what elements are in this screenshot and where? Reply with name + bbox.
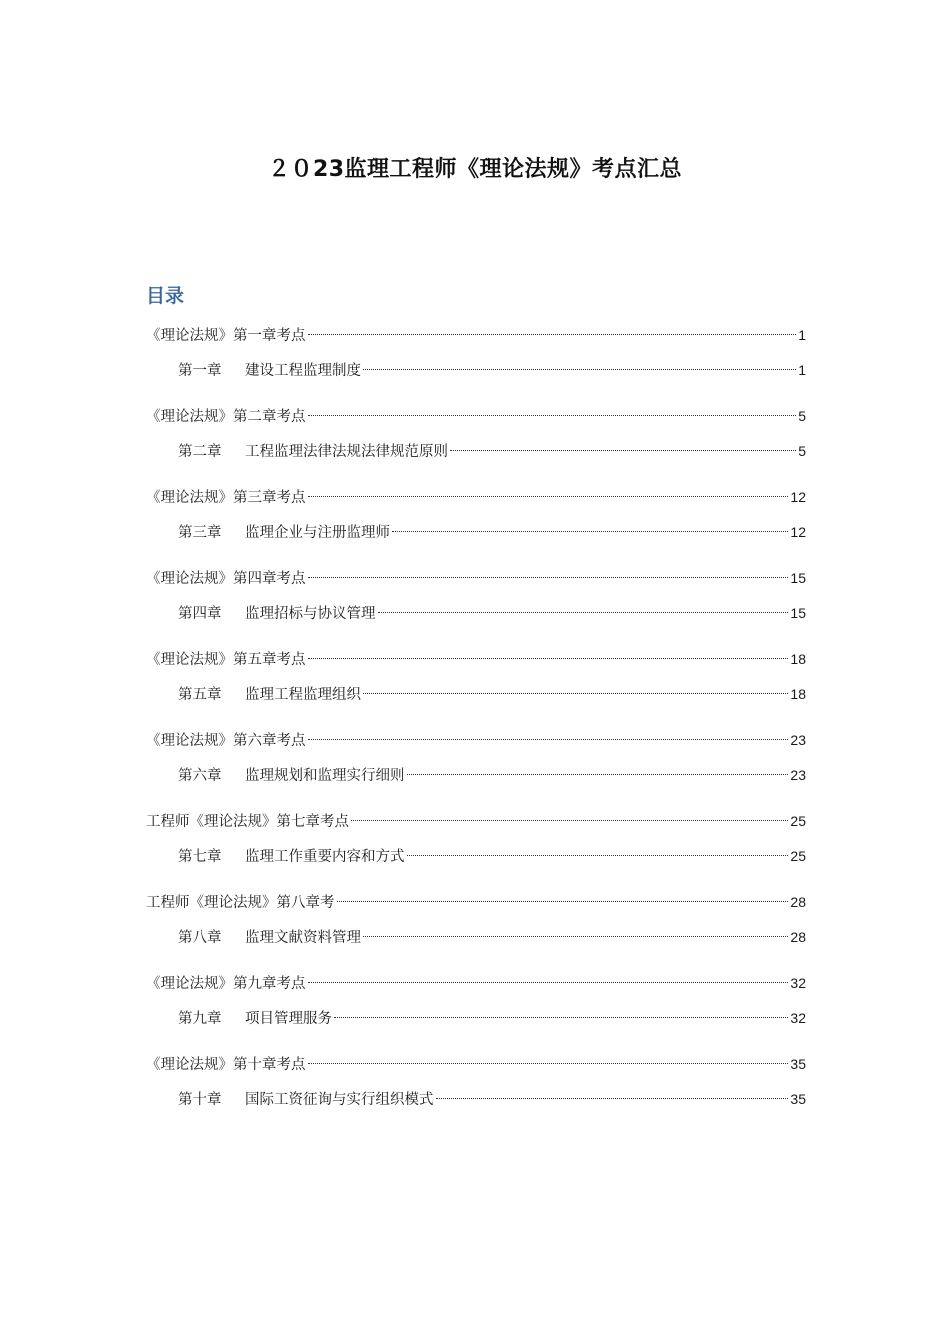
toc-chapter-number: 第六章 — [178, 768, 222, 784]
toc-section-title: 《理论法规》第二章考点 — [146, 409, 306, 425]
toc-entry-section[interactable] — [146, 642, 806, 677]
toc-chapter-name: 工程监理法律法规法律规范原则 — [245, 444, 448, 460]
toc-group — [146, 723, 806, 793]
toc-chapter-title — [178, 597, 376, 632]
toc-section-title: 《理论法规》第九章考点 — [146, 976, 306, 992]
toc-page-number: 5 — [798, 408, 806, 424]
dot-leader — [337, 901, 789, 902]
dot-leader — [450, 450, 796, 451]
toc-entry-chapter[interactable] — [146, 920, 806, 955]
toc-page-number: 12 — [790, 524, 806, 540]
toc-page-number: 15 — [790, 570, 806, 586]
dot-leader — [308, 1063, 789, 1064]
toc-page-number: 32 — [790, 975, 806, 991]
toc-page-number: 23 — [790, 767, 806, 783]
table-of-contents — [146, 318, 806, 1117]
toc-chapter-title — [178, 678, 361, 713]
dot-leader — [308, 982, 789, 983]
toc-chapter-name: 项目管理服务 — [245, 1011, 332, 1027]
toc-chapter-title — [178, 921, 361, 956]
toc-chapter-name: 监理招标与协议管理 — [245, 606, 376, 622]
toc-group — [146, 561, 806, 631]
toc-chapter-name: 监理规划和监理实行细则 — [245, 768, 405, 784]
toc-entry-chapter[interactable] — [146, 1082, 806, 1117]
toc-chapter-name: 国际工资征询与实行组织模式 — [245, 1092, 434, 1108]
toc-page-number: 32 — [790, 1010, 806, 1026]
dot-leader — [308, 658, 789, 659]
dot-leader — [308, 415, 797, 416]
toc-section-title: 《理论法规》第十章考点 — [146, 1057, 306, 1073]
toc-entry-chapter[interactable] — [146, 434, 806, 469]
toc-entry-section[interactable] — [146, 804, 806, 839]
dot-leader — [308, 496, 789, 497]
toc-entry-chapter[interactable] — [146, 1001, 806, 1036]
toc-section-title: 《理论法规》第五章考点 — [146, 652, 306, 668]
dot-leader — [436, 1098, 789, 1099]
toc-group — [146, 885, 806, 955]
document-title: ２０23监理工程师《理论法规》考点汇总 — [267, 157, 683, 182]
toc-entry-section[interactable] — [146, 966, 806, 1001]
toc-page-number: 15 — [790, 605, 806, 621]
dot-leader — [407, 774, 789, 775]
toc-page-number: 28 — [790, 894, 806, 910]
toc-chapter-name: 监理文献资料管理 — [245, 930, 361, 946]
toc-page-number: 28 — [790, 929, 806, 945]
toc-heading: 目录 — [146, 285, 185, 307]
toc-chapter-number: 第五章 — [178, 687, 222, 703]
dot-leader — [308, 577, 789, 578]
toc-page-number: 1 — [798, 327, 806, 343]
toc-chapter-title — [178, 354, 361, 389]
toc-entry-chapter[interactable] — [146, 758, 806, 793]
toc-section-title: 《理论法规》第三章考点 — [146, 490, 306, 506]
toc-entry-section[interactable] — [146, 1047, 806, 1082]
toc-chapter-number: 第三章 — [178, 525, 222, 541]
toc-chapter-title — [178, 1002, 332, 1037]
toc-page-number: 35 — [790, 1091, 806, 1107]
toc-chapter-title — [178, 435, 448, 470]
toc-entry-chapter[interactable] — [146, 353, 806, 388]
toc-page-number: 18 — [790, 686, 806, 702]
toc-group — [146, 642, 806, 712]
toc-chapter-title — [178, 1083, 434, 1118]
dot-leader — [308, 334, 797, 335]
dot-leader — [351, 820, 788, 821]
toc-chapter-number: 第八章 — [178, 930, 222, 946]
dot-leader — [363, 693, 788, 694]
dot-leader — [407, 855, 789, 856]
toc-entry-chapter[interactable] — [146, 677, 806, 712]
dot-leader — [363, 369, 796, 370]
toc-chapter-name: 监理工程监理组织 — [245, 687, 361, 703]
toc-chapter-number: 第十章 — [178, 1092, 222, 1108]
dot-leader — [308, 739, 789, 740]
dot-leader — [334, 1017, 788, 1018]
toc-group — [146, 804, 806, 874]
toc-chapter-number: 第四章 — [178, 606, 222, 622]
toc-entry-section[interactable] — [146, 318, 806, 353]
toc-page-number: 5 — [798, 443, 806, 459]
toc-section-title: 《理论法规》第一章考点 — [146, 328, 306, 344]
toc-page-number: 25 — [790, 848, 806, 864]
toc-page-number: 12 — [790, 489, 806, 505]
toc-chapter-name: 建设工程监理制度 — [245, 363, 361, 379]
toc-entry-chapter[interactable] — [146, 839, 806, 874]
toc-page-number: 18 — [790, 651, 806, 667]
toc-chapter-number: 第二章 — [178, 444, 222, 460]
toc-section-title: 《理论法规》第六章考点 — [146, 733, 306, 749]
toc-group — [146, 480, 806, 550]
toc-page-number: 35 — [790, 1056, 806, 1072]
toc-group — [146, 966, 806, 1036]
toc-entry-chapter[interactable] — [146, 596, 806, 631]
toc-entry-section[interactable] — [146, 561, 806, 596]
toc-chapter-title — [178, 516, 390, 551]
toc-chapter-name: 监理企业与注册监理师 — [245, 525, 390, 541]
dot-leader — [363, 936, 788, 937]
toc-chapter-number: 第七章 — [178, 849, 222, 865]
toc-page-number: 23 — [790, 732, 806, 748]
toc-chapter-title — [178, 840, 405, 875]
toc-chapter-title — [178, 759, 405, 794]
toc-entry-section[interactable] — [146, 885, 806, 920]
toc-entry-section[interactable] — [146, 480, 806, 515]
toc-entry-chapter[interactable] — [146, 515, 806, 550]
toc-group — [146, 318, 806, 388]
toc-group — [146, 1047, 806, 1117]
toc-page-number: 25 — [790, 813, 806, 829]
toc-group — [146, 399, 806, 469]
toc-section-title: 工程师《理论法规》第八章考 — [146, 895, 335, 911]
toc-entry-section[interactable] — [146, 399, 806, 434]
toc-section-title: 工程师《理论法规》第七章考点 — [146, 814, 349, 830]
toc-chapter-number: 第一章 — [178, 363, 222, 379]
toc-chapter-number: 第九章 — [178, 1011, 222, 1027]
toc-entry-section[interactable] — [146, 723, 806, 758]
toc-chapter-name: 监理工作重要内容和方式 — [245, 849, 405, 865]
toc-section-title: 《理论法规》第四章考点 — [146, 571, 306, 587]
dot-leader — [392, 531, 788, 532]
toc-page-number: 1 — [798, 362, 806, 378]
dot-leader — [378, 612, 789, 613]
